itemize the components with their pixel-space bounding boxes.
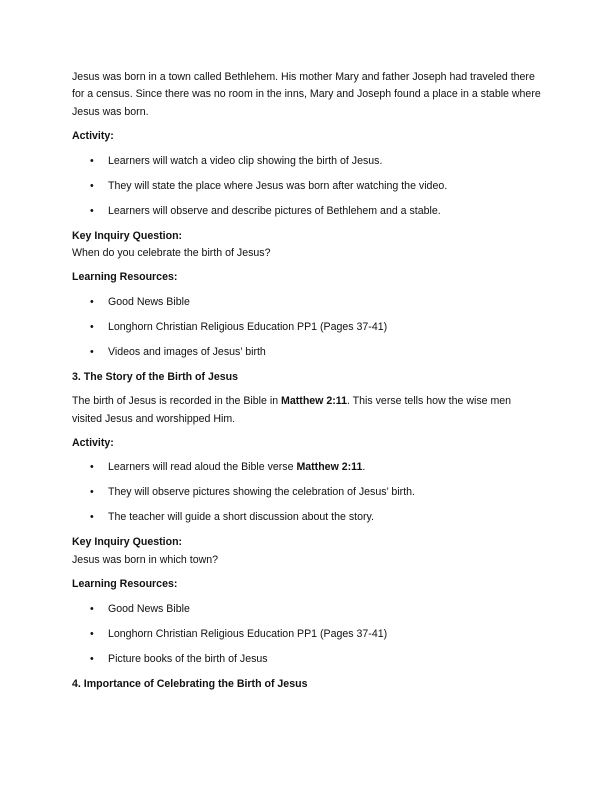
- key-inquiry-label: Key Inquiry Question:: [72, 536, 183, 549]
- activity-item: • They will state the place where Jesus was born after watching the video.: [72, 178, 542, 195]
- key-inquiry-label: Key Inquiry Question:: [72, 229, 183, 242]
- resources-list: [72, 294, 542, 361]
- bible-reference: Matthew 2:11: [281, 395, 347, 408]
- activity-label: Activity:: [72, 130, 114, 143]
- resource-item: • Longhorn Christian Religious Education PP1 (Pages 37-41): [72, 626, 542, 643]
- story-text-after: . This verse tells how the wise men visited Jesus and worshipped Him.: [72, 395, 512, 425]
- activity-item: • Learners will watch a video clip showing the birth of Jesus.: [72, 153, 542, 170]
- activity-item: • Learners will observe and describe pictures of Bethlehem and a stable.: [72, 203, 542, 220]
- activity-label: Activity:: [72, 437, 114, 450]
- resource-item: • Good News Bible: [72, 601, 542, 618]
- activity-item: [72, 459, 542, 476]
- resource-item: • Good News Bible: [72, 294, 542, 311]
- bible-reference: Matthew 2:11: [296, 461, 363, 474]
- activity-list: [72, 153, 542, 220]
- activity-item: • They will observe pictures showing the celebration of Jesus’ birth.: [72, 484, 542, 501]
- activity-list: [72, 459, 542, 526]
- resource-item: • Videos and images of Jesus’ birth: [72, 344, 542, 361]
- page-content: [72, 69, 542, 700]
- section-heading-importance: 4. Importance of Celebrating the Birth of Jesus: [72, 677, 308, 690]
- resource-item: • Longhorn Christian Religious Education PP1 (Pages 37-41): [72, 319, 542, 336]
- resource-item: • Picture books of the birth of Jesus: [72, 651, 542, 668]
- resources-list: [72, 601, 542, 668]
- intro-paragraph: Jesus was born in a town called Bethlehem. His mother Mary and father Joseph had traveled there for a census. Since there was no room in the inns, Mary and Joseph found a place in a stable where Jesus was born.: [72, 71, 541, 118]
- activity-text-after: .: [362, 461, 366, 474]
- learning-resources-label: Learning Resources:: [72, 271, 178, 284]
- activity-text-before: Learners will read aloud the Bible verse: [108, 461, 297, 474]
- section-heading-story: 3. The Story of the Birth of Jesus: [72, 370, 238, 383]
- learning-resources-label: Learning Resources:: [72, 578, 178, 591]
- story-text-before: The birth of Jesus is recorded in the Bible in: [72, 395, 282, 408]
- activity-item: • The teacher will guide a short discussion about the story.: [72, 509, 542, 526]
- key-inquiry-question: When do you celebrate the birth of Jesus?: [72, 247, 271, 260]
- key-inquiry-question: Jesus was born in which town?: [72, 553, 219, 566]
- story-paragraph: [72, 393, 542, 428]
